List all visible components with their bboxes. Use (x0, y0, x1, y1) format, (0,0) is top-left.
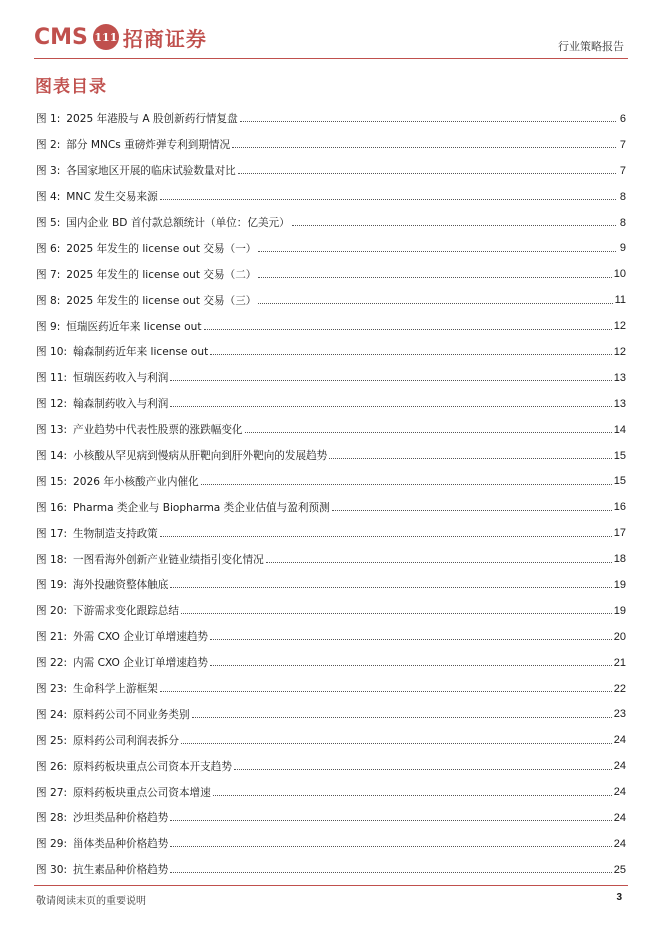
toc-dot-leader (234, 769, 612, 770)
toc-entry-label: 图 27: (36, 786, 68, 799)
page-number: 3 (616, 892, 622, 903)
toc-entry[interactable] (36, 572, 626, 598)
toc-entry-page: 12 (613, 320, 626, 333)
toc-entry-label: 图 15: (36, 475, 68, 488)
toc-entry-title: 2025 年发生的 license out 交易（一） (66, 242, 257, 255)
toc-dot-leader (181, 743, 612, 744)
toc-entry-label: 图 26: (36, 760, 68, 773)
toc-entry-label: 图 5: (36, 217, 61, 229)
toc-dot-leader (170, 846, 611, 847)
toc-entry-label: 图 9: (36, 320, 61, 333)
toc-entry[interactable] (36, 701, 626, 727)
toc-entry-page: 13 (613, 371, 626, 384)
toc-entry[interactable] (36, 235, 626, 261)
toc-entry-page: 7 (619, 138, 626, 151)
toc-dot-leader (170, 587, 611, 588)
toc-entry-title: 原料药板块重点公司资本开支趋势 (73, 760, 232, 773)
toc-entry-title: 一图看海外创新产业链业绩指引变化情况 (73, 553, 264, 566)
toc-entry-title: 甾体类品种价格趋势 (73, 838, 169, 851)
toc-dot-leader (160, 536, 612, 537)
toc-entry-title: 海外投融资整体触底 (73, 579, 169, 592)
toc-entry-title: 恒瑞医药近年来 license out (66, 320, 202, 333)
toc-entry-label: 图 8: (36, 294, 61, 307)
toc-entry[interactable] (36, 624, 626, 650)
toc-entry-title: 2026 年小核酸产业内催化 (73, 475, 199, 488)
toc-entry-page: 8 (619, 216, 626, 229)
toc-entry[interactable] (36, 287, 626, 313)
toc-dot-leader (329, 458, 611, 459)
section-title: 图表目录 (35, 77, 107, 97)
toc-entry[interactable] (36, 468, 626, 494)
toc-entry-page: 22 (613, 682, 626, 695)
toc-dot-leader (210, 639, 612, 640)
toc-entry-label: 图 10: (36, 346, 68, 359)
toc-entry-title: 2025 年发生的 license out 交易（二） (66, 268, 257, 281)
toc-entry-title: 内需 CXO 企业订单增速趋势 (73, 657, 209, 670)
toc-dot-leader (238, 173, 616, 174)
toc-entry-title: 抗生素品种价格趋势 (73, 864, 169, 877)
toc-dot-leader (181, 613, 612, 614)
toc-entry-title: 翰森制药近年来 license out (73, 346, 209, 359)
toc-entry-label: 图 2: (36, 139, 61, 152)
toc-entry-page: 24 (613, 786, 626, 799)
toc-entry-label: 图 4: (36, 191, 61, 204)
toc-dot-leader (192, 717, 612, 718)
toc-entry-title: 翰森制药收入与利润 (73, 398, 169, 411)
toc-entry-title: 部分 MNCs 重磅炸弹专利到期情况 (66, 139, 231, 152)
toc-entry[interactable] (36, 753, 626, 779)
toc-entry-label: 图 21: (36, 631, 68, 644)
toc-dot-leader (258, 251, 616, 252)
toc-entry-page: 17 (613, 527, 626, 540)
toc-entry-page: 12 (613, 345, 626, 358)
toc-entry[interactable] (36, 546, 626, 572)
toc-entry-label: 图 12: (36, 398, 68, 411)
toc-entry-page: 24 (613, 811, 626, 824)
company-logo (34, 22, 207, 52)
toc-entry[interactable] (36, 598, 626, 624)
toc-entry-label: 图 18: (36, 553, 68, 566)
toc-entry-title: Pharma 类企业与 Biopharma 类企业估值与盈利预测 (73, 501, 330, 514)
toc-entry[interactable] (36, 805, 626, 831)
toc-entry-label: 图 20: (36, 605, 68, 618)
toc-entry-title: 下游需求变化跟踪总结 (73, 605, 179, 618)
toc-entry[interactable] (36, 261, 626, 287)
toc-entry-page: 23 (613, 708, 626, 721)
toc-entry[interactable] (36, 339, 626, 365)
toc-entry-page: 24 (613, 734, 626, 747)
toc-entry-label: 图 14: (36, 450, 68, 463)
toc-entry-page: 9 (619, 242, 626, 255)
toc-dot-leader (266, 562, 612, 563)
toc-entry-label: 图 24: (36, 708, 68, 721)
toc-entry[interactable] (36, 727, 626, 753)
toc-dot-leader (292, 225, 616, 226)
toc-entry-title: 原料药板块重点公司资本增速 (73, 786, 211, 799)
toc-entry-label: 图 11: (36, 372, 68, 385)
logo-latin-text: CMS (34, 24, 88, 50)
figure-table-of-contents (36, 106, 626, 883)
footer-divider (34, 885, 628, 886)
toc-entry-page: 7 (619, 164, 626, 177)
toc-entry-page: 19 (613, 604, 626, 617)
toc-entry-title: 外需 CXO 企业订单增速趋势 (73, 631, 209, 644)
toc-dot-leader (170, 380, 611, 381)
toc-entry[interactable] (36, 210, 626, 236)
toc-dot-leader (258, 303, 612, 304)
toc-entry-page: 8 (619, 190, 626, 203)
toc-entry-page: 18 (613, 553, 626, 566)
toc-entry[interactable] (36, 158, 626, 184)
toc-entry-label: 图 29: (36, 838, 68, 851)
toc-dot-leader (213, 795, 612, 796)
toc-entry[interactable] (36, 132, 626, 158)
toc-entry[interactable] (36, 857, 626, 883)
toc-entry-page: 10 (613, 268, 626, 281)
toc-entry-label: 图 1: (36, 113, 61, 126)
toc-entry[interactable] (36, 831, 626, 857)
toc-entry[interactable] (36, 313, 626, 339)
toc-entry[interactable] (36, 650, 626, 676)
toc-entry-title: 恒瑞医药收入与利润 (73, 372, 169, 385)
toc-entry-page: 21 (613, 656, 626, 669)
toc-entry-label: 图 25: (36, 734, 68, 747)
toc-entry-label: 图 13: (36, 424, 68, 437)
toc-entry-page: 19 (613, 578, 626, 591)
toc-entry-title: 产业趋势中代表性股票的涨跌幅变化 (73, 424, 243, 437)
toc-entry[interactable] (36, 494, 626, 520)
toc-dot-leader (160, 199, 616, 200)
toc-entry[interactable] (36, 676, 626, 702)
toc-dot-leader (258, 277, 611, 278)
toc-dot-leader (204, 329, 612, 330)
toc-entry-label: 图 6: (36, 242, 61, 255)
toc-entry-label: 图 30: (36, 864, 68, 877)
toc-entry[interactable] (36, 520, 626, 546)
toc-entry-title: 生物制造支持政策 (73, 527, 158, 540)
toc-entry-page: 25 (613, 863, 626, 876)
logo-chinese-text: 招商证券 (122, 26, 207, 51)
toc-entry-page: 6 (619, 112, 626, 125)
toc-entry-page: 13 (613, 397, 626, 410)
toc-entry-label: 图 22: (36, 657, 68, 670)
page-header (0, 0, 662, 62)
toc-dot-leader (210, 665, 612, 666)
toc-entry-title: 2025 年发生的 license out 交易（三） (66, 294, 257, 307)
toc-entry-label: 图 17: (36, 527, 68, 540)
toc-entry-title: MNC 发生交易来源 (66, 191, 158, 204)
toc-entry-label: 图 3: (36, 165, 61, 178)
toc-dot-leader (170, 820, 611, 821)
toc-entry-page: 20 (613, 630, 626, 643)
toc-entry-page: 15 (613, 449, 626, 462)
toc-entry-page: 24 (613, 837, 626, 850)
toc-entry-title: 生命科学上游框架 (73, 683, 158, 696)
toc-entry-label: 图 16: (36, 501, 68, 514)
toc-dot-leader (245, 432, 612, 433)
toc-entry[interactable] (36, 779, 626, 805)
toc-entry-label: 图 7: (36, 268, 61, 281)
toc-dot-leader (170, 872, 611, 873)
toc-entry[interactable] (36, 184, 626, 210)
header-divider (34, 58, 628, 59)
toc-entry-title: 各国家地区开展的临床试验数量对比 (66, 165, 236, 178)
toc-dot-leader (201, 484, 612, 485)
toc-entry-page: 11 (614, 294, 626, 307)
toc-dot-leader (232, 147, 616, 148)
toc-entry-page: 16 (613, 501, 626, 514)
toc-entry-title: 国内企业 BD 首付款总额统计（单位：亿美元） (66, 217, 290, 229)
toc-entry-label: 图 19: (36, 579, 68, 592)
toc-entry-label: 图 23: (36, 683, 68, 696)
toc-entry-page: 15 (613, 475, 626, 488)
toc-entry-title: 原料药公司不同业务类别 (73, 708, 190, 721)
toc-entry-title: 2025 年港股与 A 股创新药行情复盘 (66, 113, 238, 126)
toc-entry-page: 24 (613, 760, 626, 773)
toc-dot-leader (160, 691, 612, 692)
toc-entry[interactable] (36, 391, 626, 417)
toc-entry-title: 沙坦类品种价格趋势 (73, 812, 169, 825)
toc-entry[interactable] (36, 106, 626, 132)
toc-entry-title: 原料药公司利润表拆分 (73, 734, 179, 747)
toc-entry[interactable] (36, 417, 626, 443)
footer-note: 敬请阅读末页的重要说明 (36, 896, 146, 907)
toc-dot-leader (332, 510, 612, 511)
toc-dot-leader (170, 406, 611, 407)
toc-entry[interactable] (36, 443, 626, 469)
logo-badge-icon: 111 (93, 24, 119, 50)
toc-entry-title: 小核酸从罕见病到慢病从肝靶向到肝外靶向的发展趋势 (73, 450, 328, 463)
toc-dot-leader (210, 354, 612, 355)
document-type: 行业策略报告 (558, 40, 624, 53)
toc-entry-label: 图 28: (36, 812, 68, 825)
toc-entry[interactable] (36, 365, 626, 391)
toc-entry-page: 14 (613, 423, 626, 436)
toc-dot-leader (240, 121, 616, 122)
